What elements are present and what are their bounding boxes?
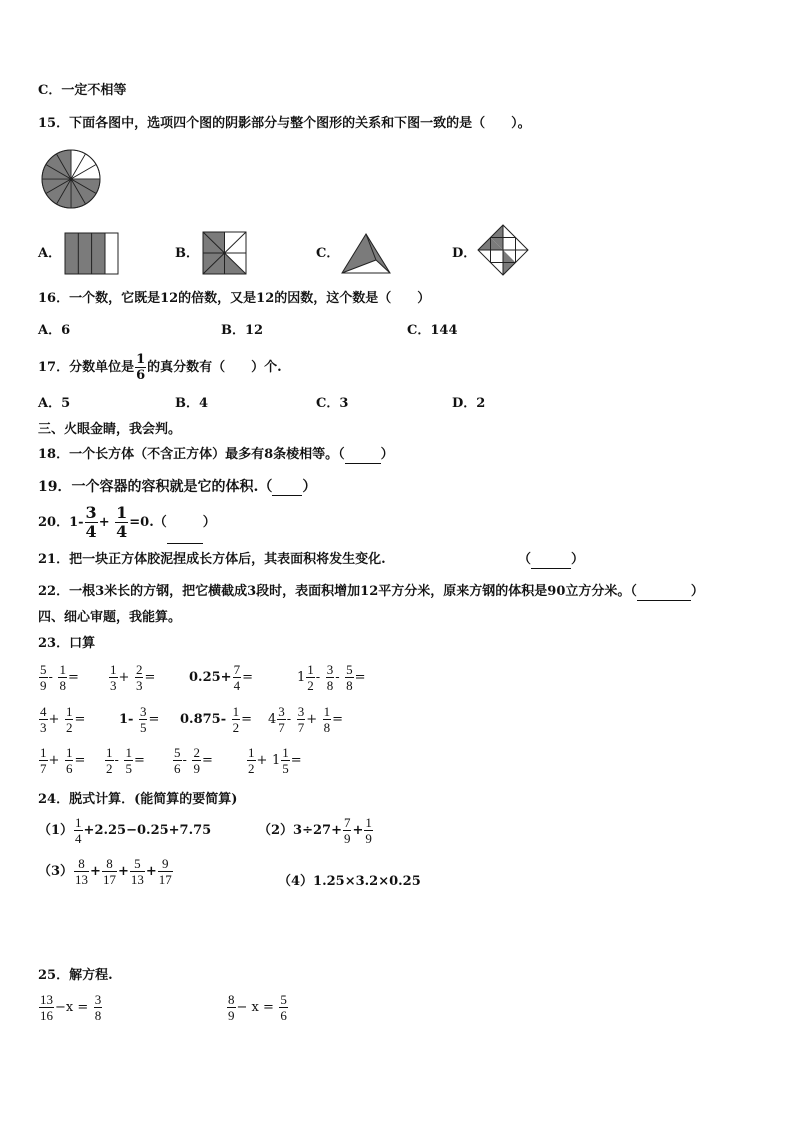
q23-stem: 23．口算 <box>38 636 96 651</box>
q24-part-1: （1） $\frac{1}{4}$ +2.25−0.25+7.75 <box>38 815 212 846</box>
q24-stem: 24．脱式计算．(能简算的要简算) <box>38 792 238 807</box>
q17-option-c: C．3 <box>316 396 349 411</box>
q20-fraction-1: $\frac{3}{4}$ <box>85 503 97 541</box>
q22-answer-blank[interactable] <box>637 588 691 601</box>
q18-stem: 18．一个长方体（不含正方体）最多有8条棱相等。（ ） <box>38 447 394 462</box>
q16-option-a: A．6 <box>38 323 71 338</box>
q21-stem: 21．把一块正方体胶泥捏成长方体后，其表面积将发生变化. <box>38 552 386 567</box>
q20-stem: 20．1- $\frac{3}{4}$ + $\frac{1}{4}$ =0.（ ） <box>38 502 216 544</box>
q22-stem: 22．一根3米长的方钢，把它横截成3段时，表面积增加12平方分米，原来方钢的体积是90立方分米。（ ） <box>38 584 704 599</box>
q24-part-4: （4）1.25×3.2×0.25 <box>278 874 421 889</box>
q15-option-c-figure[interactable] <box>340 232 392 275</box>
section-4-heading: 四、细心审题，我能算。 <box>38 610 182 625</box>
q16-option-c: C．144 <box>407 323 458 338</box>
q20-fraction-2: $\frac{1}{4}$ <box>116 503 128 541</box>
q21-answer-blank[interactable] <box>531 556 571 569</box>
q23-r2-expr-3: 0.875- $\frac{1}{2}$ = <box>180 704 253 735</box>
q15-option-d-figure[interactable] <box>476 224 530 276</box>
q21-answer: （ ） <box>518 552 585 567</box>
q19-stem: 19．一个容器的容积就是它的体积.（ ） <box>38 479 317 495</box>
q23-r2-expr-4: 4 $\frac{3}{7}$ - $\frac{3}{7}$ + $\frac{1}{8}$ = <box>268 704 344 735</box>
q17-stem: 17．分数单位是 $\frac{1}{6}$ 的真分数有（ ）个. <box>38 352 282 383</box>
q23-r1-expr-2: $\frac{1}{3}$ + $\frac{2}{3}$ = <box>110 662 156 693</box>
q23-r1-expr-1: $\frac{5}{9}$ - $\frac{1}{8}$ = <box>40 662 79 693</box>
q24-part-3: （3） $\frac{8}{13}$ + $\frac{8}{17}$ + $\frac{5}{13}$ + $\frac{9}{17}$ <box>38 856 172 887</box>
q17-option-a: A．5 <box>38 396 71 411</box>
q25-equation-2: $\frac{8}{9}$ − x = $\frac{5}{6}$ <box>228 992 287 1023</box>
q15-option-b-figure[interactable] <box>202 231 247 275</box>
q15-option-c-label: C． <box>316 246 340 261</box>
q25-equation-1: $\frac{13}{16}$ −x = $\frac{3}{8}$ <box>40 992 102 1023</box>
q15-stem: 15．下面各图中，选项四个图的阴影部分与整个图形的关系和下图一致的是（ ）。 <box>38 116 531 131</box>
q18-answer-blank[interactable] <box>345 451 381 464</box>
q23-r3-expr-1: $\frac{1}{7}$ + $\frac{1}{6}$ = <box>40 745 86 776</box>
q17-fraction: $\frac{1}{6}$ <box>136 352 146 383</box>
q15-option-d-label: D． <box>452 246 477 261</box>
q17-option-d: D．2 <box>452 396 486 411</box>
q15-option-a-figure[interactable] <box>64 232 120 275</box>
q23-r3-expr-3: $\frac{5}{6}$ - $\frac{2}{9}$ = <box>174 745 213 776</box>
q16-option-b: B．12 <box>221 323 264 338</box>
section-3-heading: 三、火眼金睛，我会判。 <box>38 422 182 437</box>
q16-stem: 16．一个数，它既是12的倍数，又是12的因数，这个数是（ ） <box>38 291 431 306</box>
q19-answer-blank[interactable] <box>272 483 302 496</box>
q14-option-c: C．一定不相等 <box>38 83 127 98</box>
q25-stem: 25．解方程. <box>38 968 113 983</box>
q15-option-a-label: A． <box>38 246 62 261</box>
q23-r2-expr-1: $\frac{4}{3}$ + $\frac{1}{2}$ = <box>40 704 86 735</box>
q23-r1-expr-4: 1 $\frac{1}{2}$ - $\frac{3}{8}$ - $\frac{5}{8}$ = <box>297 662 366 693</box>
q17-option-b: B．4 <box>175 396 209 411</box>
q23-r3-expr-2: $\frac{1}{2}$ - $\frac{1}{5}$ = <box>106 745 145 776</box>
q23-r2-expr-2: 1- $\frac{3}{5}$ = <box>119 704 160 735</box>
q20-answer-blank[interactable] <box>167 531 203 544</box>
q23-r3-expr-4: $\frac{1}{2}$ + 1 $\frac{1}{5}$ = <box>248 745 302 776</box>
q15-reference-circle <box>40 148 102 210</box>
q23-r1-expr-3: 0.25+ $\frac{7}{4}$ = <box>189 662 253 693</box>
q24-part-2: （2）3÷27+ $\frac{7}{9}$ + $\frac{1}{9}$ <box>258 815 372 846</box>
q15-option-b-label: B． <box>175 246 199 261</box>
